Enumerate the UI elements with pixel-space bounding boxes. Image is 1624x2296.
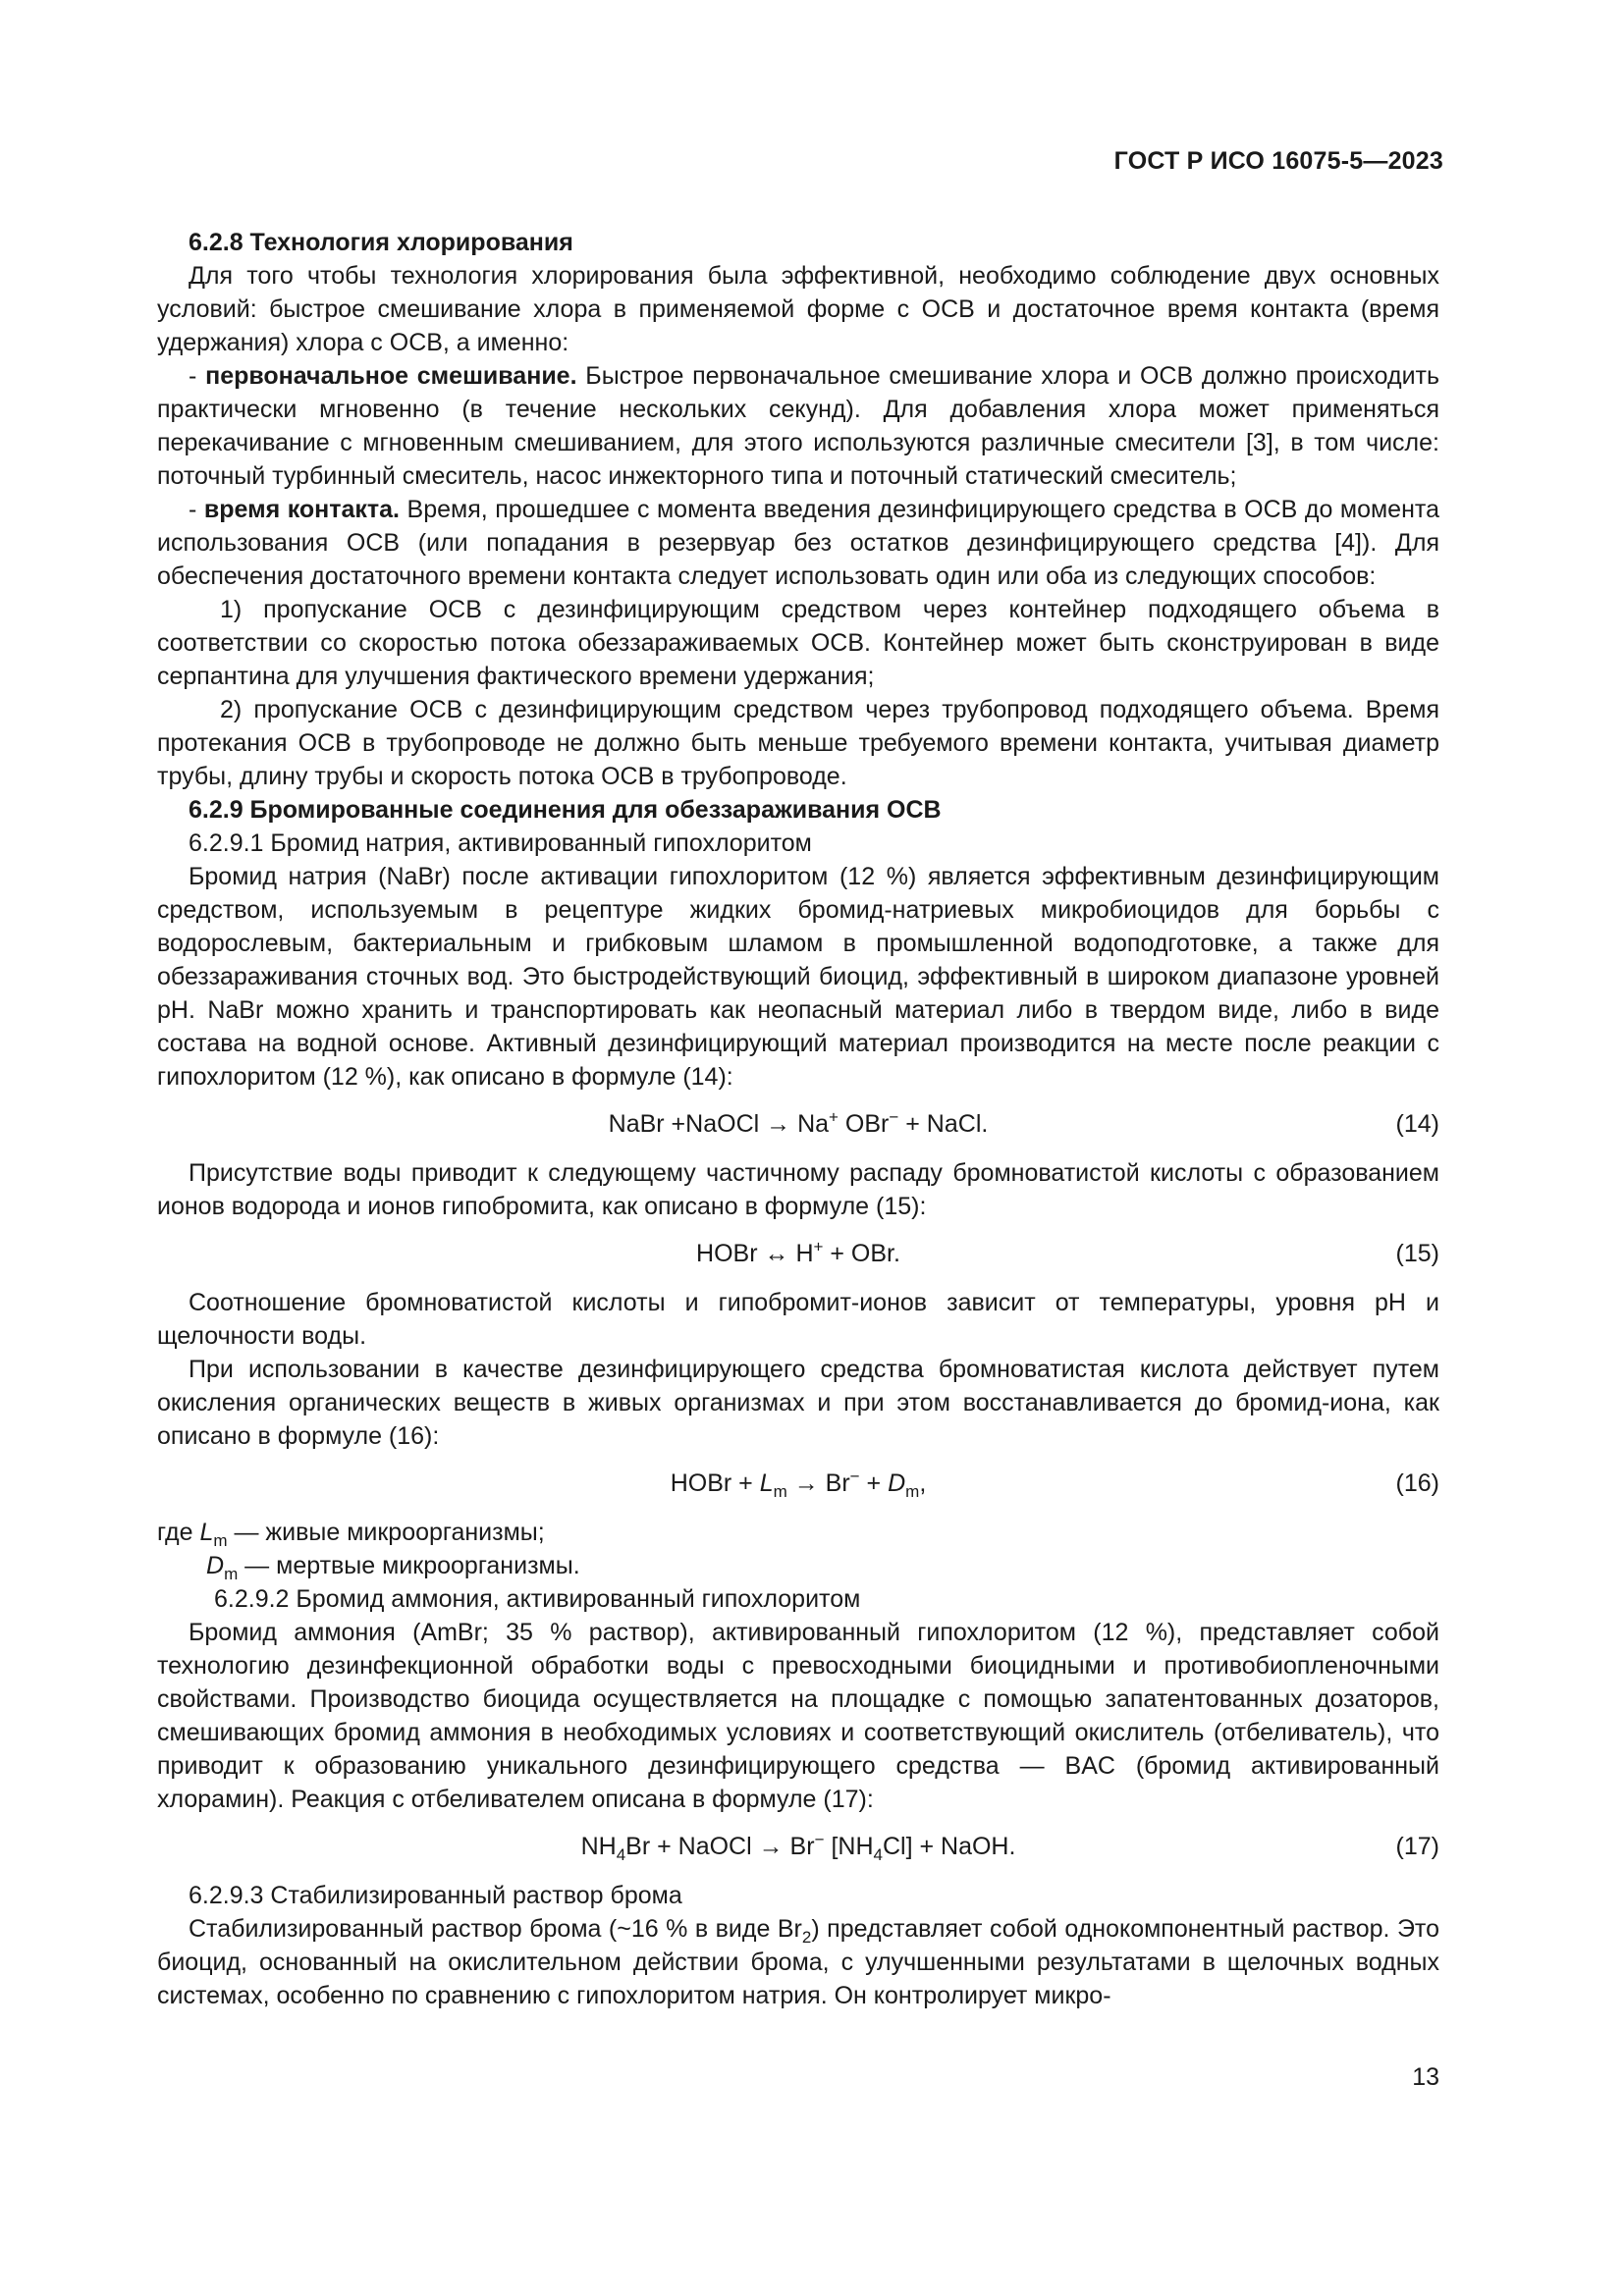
- formula-17-expression: $NH_4Br$ + NaOCl → Br− $[NH_4Cl]$ + NaOH.: [580, 1830, 1016, 1864]
- formula-15-number: (15): [1395, 1240, 1439, 1267]
- formula-16-number: (16): [1395, 1469, 1439, 1497]
- subsection-6-2-9-1-title: 6.2.9.1 Бромид натрия, активированный гипохлоритом: [189, 829, 812, 857]
- bullet-initial-mixing-term: первоначальное смешивание.: [205, 362, 577, 390]
- section-6-2-9-heading: 6.2.9 Бромированные соединения для обеззараживания ОСВ: [189, 796, 942, 824]
- paragraph-ammonium-bromide: Бромид аммония (AmBr; 35 % раствор), активированный гипохлоритом (12 %), представляет собой технологию дезинфекционной обработки воды с превосходными биоцидными и противобиопленочными свойствами. Производство биоцида осуществляется на площадке с помощью запатентованных дозаторов, смешивающих бромид аммония в необходимых условиях и соответствующий окислитель (отбеливатель), что приводит к образованию уникального дезинфицирующего средства — BAC (бромид активированный хлорамин). Реакция с отбеливателем описана в формуле (17):: [157, 1619, 1439, 1813]
- where-live-microorganisms: где $L_m$ — живые микроорганизмы;: [157, 1519, 545, 1550]
- page-number: 13: [1412, 2063, 1439, 2091]
- where-dead-microorganisms: $D_m$ — мертвые микроорганизмы.: [206, 1552, 580, 1583]
- method-item-2: 2) пропускание ОСВ с дезинфицирующим средством через трубопровод подходящего объема. Время протекания ОСВ в трубопроводе не должно быть меньше требуемого времени контакта, учитывая диаметр трубы, длину трубы и скорость потока ОСВ в трубопроводе.: [157, 696, 1439, 790]
- formula-15: [157, 1237, 1439, 1270]
- paragraph-ratio: Соотношение бромноватистой кислоты и гипобромит-ионов зависит от температуры, уровня pH и щелочности воды.: [157, 1289, 1439, 1350]
- formula-17-number: (17): [1395, 1833, 1439, 1860]
- paragraph-water-decomposition: Присутствие воды приводит к следующему частичному распаду бромноватистой кислоты с образованием ионов водорода и ионов гипобромита, как описано в формуле (15):: [157, 1159, 1439, 1220]
- subsection-6-2-9-3-title: 6.2.9.3 Стабилизированный раствор брома: [189, 1882, 682, 1909]
- paragraph-stabilized-bromine: Стабилизированный раствор брома (~16 % в виде $Br_2$) представляет собой однокомпонентный раствор. Это биоцид, основанный на окислительном действии брома, с улучшенными результатами в щелочных водных системах, особенно по сравнению с гипохлоритом натрия. Он контролирует микро-: [157, 1915, 1439, 2009]
- paragraph-disinfection-action: При использовании в качестве дезинфицирующего средства бромноватистая кислота действует путем окисления органических веществ в живых организмах и при этом восстанавливается до бромид-иона, как описано в формуле (16):: [157, 1356, 1439, 1450]
- formula-14-expression: NaBr +NaOCl → Na+ OBr− + NaCl.: [608, 1107, 989, 1138]
- subsection-6-2-9-2-title: 6.2.9.2 Бромид аммония, активированный гипохлоритом: [214, 1585, 861, 1613]
- formula-14-number: (14): [1395, 1110, 1439, 1138]
- formula-16-expression: HOBr + $L_m \to Br^- + D_m$,: [670, 1467, 927, 1501]
- bullet-contact-time: - время контакта. Время, прошедшее с момента введения дезинфицирующего средства в ОСВ до момента использования ОСВ (или попадания в резервуар без остатков дезинфицирующего средства [4]). Для обеспечения достаточного времени контакта следует использовать один или оба из следующих способов:: [157, 496, 1439, 590]
- formula-17: [157, 1830, 1439, 1863]
- page-content: [157, 226, 1439, 2012]
- paragraph-sodium-bromide: Бромид натрия (NaBr) после активации гипохлоритом (12 %) является эффективным дезинфицирующим средством, используемым в рецептуре жидких бромид-натриевых микробиоцидов для борьбы с водорослевым, бактериальным и грибковым шламом в промышленной водоподготовке, а также для обеззараживания сточных вод. Это быстродействующий биоцид, эффективный в широком диапазоне уровней pH. NaBr можно хранить и транспортировать как неопасный материал либо в твердом виде, либо в виде состава на водной основе. Активный дезинфицирующий материал производится на месте после реакции с гипохлоритом (12 %), как описано в формуле (14):: [157, 863, 1439, 1091]
- document-id-header: ГОСТ Р ИСО 16075-5—2023: [1113, 147, 1443, 175]
- bullet-contact-time-term: время контакта.: [203, 496, 400, 523]
- formula-14: [157, 1107, 1439, 1141]
- section-6-2-8-intro: Для того чтобы технология хлорирования была эффективной, необходимо соблюдение двух основных условий: быстрое смешивание хлора в применяемой форме с ОСВ и достаточное время контакта (время удержания) хлора с ОСВ, а именно:: [157, 262, 1439, 356]
- formula-16: [157, 1467, 1439, 1500]
- method-item-1: 1) пропускание ОСВ с дезинфицирующим средством через контейнер подходящего объема в соответствии со скоростью потока обеззараживаемых ОСВ. Контейнер может быть сконструирован в виде серпантина для улучшения фактического времени удержания;: [157, 596, 1439, 690]
- bullet-initial-mixing: - первоначальное смешивание. Быстрое первоначальное смешивание хлора и ОСВ должно происходить практически мгновенно (в течение нескольких секунд). Для добавления хлора может применяться перекачивание с мгновенным смешиванием, для этого используются различные смесители [3], в том числе: поточный турбинный смеситель, насос инжекторного типа и поточный статический смеситель;: [157, 362, 1440, 490]
- section-6-2-8-heading: 6.2.8 Технология хлорирования: [189, 229, 573, 256]
- formula-15-expression: HOBr ↔ H+ + OBr.: [696, 1237, 900, 1267]
